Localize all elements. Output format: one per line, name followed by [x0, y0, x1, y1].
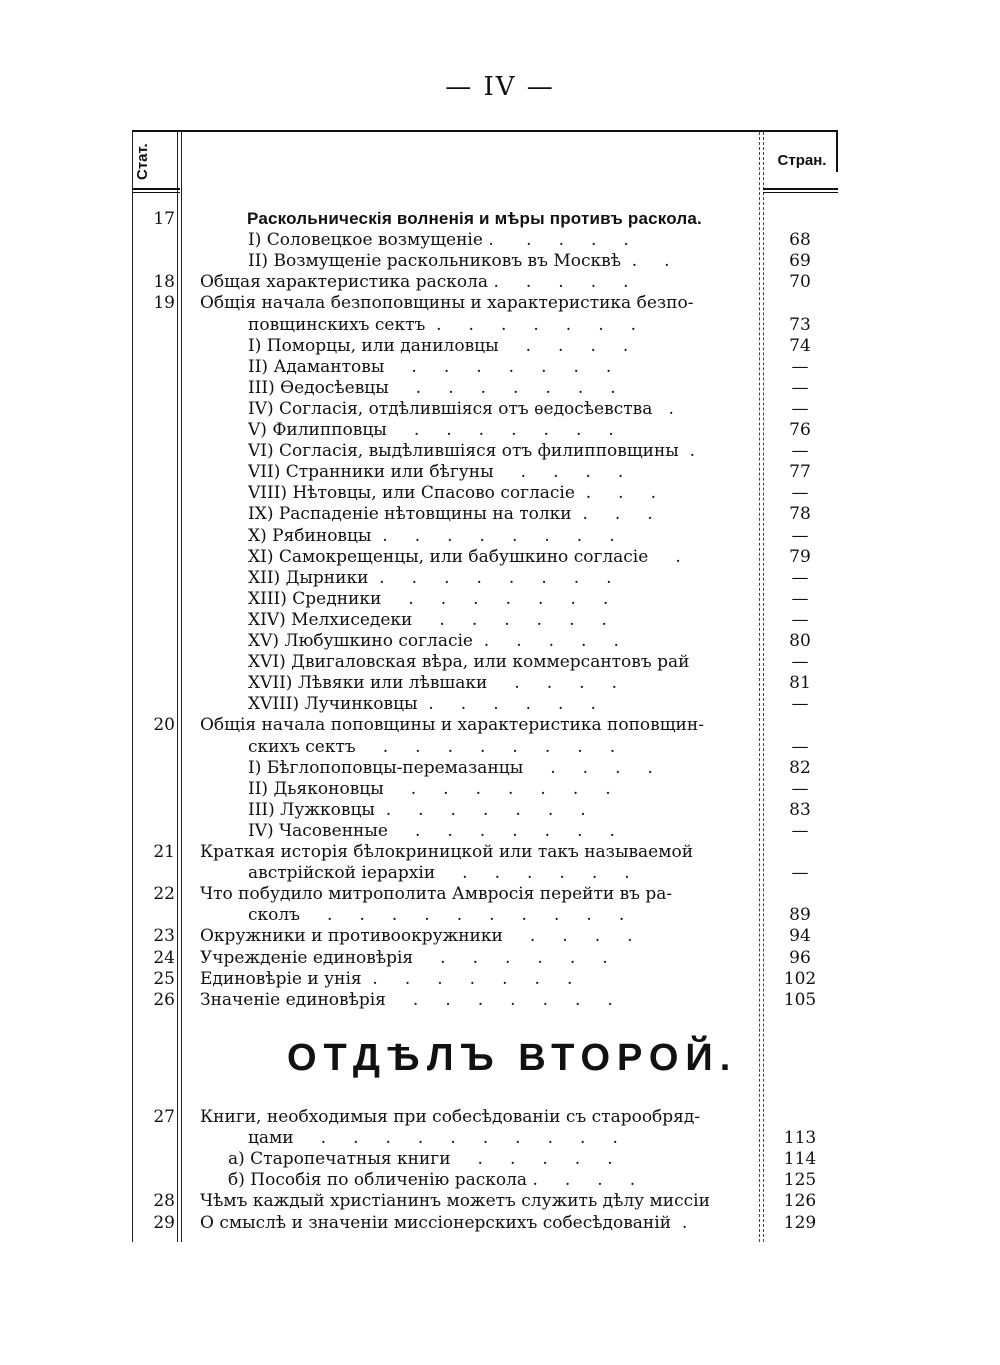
toc-entry — [132, 1213, 838, 1234]
toc-entry — [132, 715, 838, 736]
page-ref: 68 — [789, 230, 811, 251]
page-ref: 69 — [789, 251, 811, 272]
page-ref: 82 — [789, 757, 811, 778]
toc-entry — [132, 547, 838, 568]
toc-entry — [132, 652, 838, 673]
entry-title: XII) Дырники . . . . . . . . — [248, 567, 612, 588]
entry-title: Учрежденіе единовѣрія . . . . . . — [200, 947, 608, 968]
toc-entry — [132, 863, 838, 884]
toc-entry — [132, 800, 838, 821]
toc-entry — [132, 462, 838, 483]
toc-entry — [132, 631, 838, 652]
entry-title: XIII) Средники . . . . . . . — [248, 588, 609, 609]
toc-entry — [132, 969, 838, 990]
article-number: 22 — [153, 884, 175, 905]
article-number: 24 — [153, 947, 175, 968]
page-ref: — — [791, 441, 809, 462]
toc-entry — [132, 230, 838, 251]
page-column-header: Стран. — [777, 152, 827, 169]
page-ref: — — [791, 398, 809, 419]
entry-title: V) Филипповцы . . . . . . . — [248, 420, 614, 440]
page-ref: 126 — [783, 1191, 817, 1212]
toc-entry — [132, 526, 838, 547]
entry-title: II) Дьяконовцы . . . . . . . — [248, 778, 611, 799]
toc-entry — [132, 251, 838, 272]
toc-entry — [132, 884, 838, 905]
entry-title: Чѣмъ каждый христіанинъ можетъ служить дѣлу миссіи — [200, 1191, 710, 1212]
page-ref: 83 — [789, 799, 811, 820]
toc-entry — [132, 905, 838, 926]
page-ref: 76 — [789, 420, 811, 440]
entry-title: О смыслѣ и значеніи миссіонерскихъ собесѣдованій . — [200, 1212, 688, 1233]
page-ref: 96 — [789, 947, 811, 968]
page-ref: — — [791, 820, 809, 841]
article-number: 28 — [153, 1191, 175, 1212]
article-number: 17 — [153, 209, 175, 229]
toc-entry — [132, 357, 838, 378]
toc-entry — [132, 504, 838, 525]
entry-title: I) Бѣглопоповцы-перемазанцы . . . . — [248, 757, 653, 778]
entry-title: VII) Странники или бѣгуны . . . . — [248, 462, 624, 483]
page-ref: 94 — [789, 926, 811, 947]
entry-title: Общая характеристика раскола . . . . . — [200, 272, 629, 293]
toc-entry — [132, 821, 838, 842]
entry-title: XV) Любушкино согласіе . . . . . — [248, 631, 619, 651]
page-ref: 74 — [789, 335, 811, 356]
entry-title: австрійской іерархіи . . . . . . — [248, 863, 630, 884]
article-number: 25 — [153, 968, 175, 989]
page-ref: — — [791, 778, 809, 799]
entry-title: Общія начала поповщины и характеристика поповщин- — [200, 715, 704, 736]
toc-entry — [132, 293, 838, 314]
entry-title: повщинскихъ сектъ . . . . . . . — [248, 314, 637, 335]
toc-entry — [132, 948, 838, 969]
toc-entry — [132, 926, 838, 947]
toc-entry — [132, 1191, 838, 1212]
entry-title: IV) Часовенные . . . . . . . — [248, 820, 615, 841]
toc-entry — [132, 589, 838, 610]
table-of-contents — [132, 130, 838, 1242]
entry-title: XVII) Лѣвяки или лѣвшаки . . . . — [248, 673, 618, 694]
page-ref: — — [791, 356, 809, 377]
article-number: 26 — [153, 989, 175, 1010]
toc-entry — [132, 779, 838, 800]
entry-title: VI) Согласія, выдѣлившіяся отъ филипповщины . — [248, 441, 696, 462]
entry-title: Единовѣріе и унія . . . . . . . — [200, 968, 573, 989]
page-ref: — — [791, 652, 809, 673]
toc-entry — [132, 758, 838, 779]
entry-title: III) Лужковцы . . . . . . . — [248, 799, 586, 820]
entry-title: XVIII) Лучинковцы . . . . . . — [248, 694, 596, 715]
page-ref: 78 — [789, 504, 811, 525]
entry-title: сколъ . . . . . . . . . . — [248, 905, 625, 926]
toc-entry — [132, 694, 838, 715]
page-ref: — — [791, 525, 809, 546]
toc-entry — [132, 483, 838, 504]
page-ref: 105 — [783, 989, 817, 1010]
entry-title: III) Ѳедосѣевцы . . . . . . . — [248, 377, 616, 398]
entry-title: X) Рябиновцы . . . . . . . . — [248, 525, 615, 546]
toc-entry — [132, 1107, 838, 1128]
page-ref: 102 — [783, 968, 817, 989]
page-ref: 79 — [789, 546, 811, 567]
entry-title: Значеніе единовѣрія . . . . . . . — [200, 989, 613, 1010]
page-ref: — — [791, 588, 809, 609]
page-ref: 80 — [789, 631, 811, 651]
entry-title: Книги, необходимыя при собесѣдованіи съ старообряд- — [200, 1107, 701, 1127]
entry-title: XI) Самокрещенцы, или бабушкино согласіе . — [248, 546, 681, 567]
article-number: 23 — [153, 926, 175, 947]
header-rule — [132, 188, 180, 190]
page-ref: 129 — [783, 1212, 817, 1233]
page-ref: 114 — [783, 1149, 817, 1170]
toc-entry — [132, 315, 838, 336]
page-ref: 89 — [789, 905, 811, 926]
page-ref: 113 — [783, 1128, 817, 1149]
section-heading: Раскольническія волненія и мѣры противъ раскола. — [247, 209, 702, 228]
page-ref: 77 — [789, 462, 811, 483]
entry-title: скихъ сектъ . . . . . . . . — [248, 736, 616, 757]
article-number: 21 — [153, 842, 175, 862]
header-rule — [763, 192, 838, 193]
page-ref: — — [791, 377, 809, 398]
page-ref: — — [791, 863, 809, 884]
entry-title: Краткая исторія бѣлокриницкой или такъ называемой — [200, 842, 694, 862]
entry-title: IV) Согласія, отдѣлившіяся отъ ѳедосѣевства . — [248, 398, 674, 419]
part-title: ОТДѢЛЪ ВТОРОЙ. — [287, 1037, 738, 1079]
page-ref: — — [791, 567, 809, 588]
toc-entry — [132, 336, 838, 357]
page-ref: 70 — [789, 272, 811, 293]
toc-entry — [132, 1149, 838, 1170]
entry-title: I) Поморцы, или даниловцы . . . . — [248, 335, 629, 356]
entry-title: II) Адамантовы . . . . . . . — [248, 356, 612, 377]
toc-entry — [132, 420, 838, 441]
toc-entry — [132, 378, 838, 399]
entry-title: Что побудило митрополита Амвросія перейти въ ра- — [200, 884, 673, 905]
article-number: 20 — [153, 715, 175, 736]
entry-title: XIV) Мелхиседеки . . . . . . — [248, 609, 607, 630]
column-rule — [836, 132, 838, 172]
toc-entry — [132, 209, 838, 230]
header-rule — [763, 188, 838, 190]
toc-entry — [132, 568, 838, 589]
entry-title: IX) Распаденіе нѣтовщины на толки . . . — [248, 504, 653, 525]
article-number: 27 — [153, 1107, 175, 1127]
entry-title: цами . . . . . . . . . . — [248, 1128, 618, 1149]
entry-title: XVI) Двигаловская вѣра, или коммерсантовъ рай — [248, 652, 690, 673]
page-ref: — — [791, 609, 809, 630]
article-column-header: Стат. — [134, 143, 151, 181]
toc-entry — [132, 1128, 838, 1149]
toc-entry — [132, 1170, 838, 1191]
article-number: 29 — [153, 1212, 175, 1233]
entry-title: б) Пособія по обличенію раскола . . . . — [228, 1170, 636, 1191]
page-number: — IV — — [445, 72, 555, 102]
page-ref: 81 — [789, 673, 811, 694]
entry-title: Окружники и противоокружники . . . . — [200, 926, 633, 947]
article-number: 18 — [153, 272, 175, 293]
article-number: 19 — [153, 293, 175, 314]
toc-entry — [132, 990, 838, 1011]
toc-entry — [132, 610, 838, 631]
page-ref: — — [791, 483, 809, 504]
header-rule — [132, 192, 180, 193]
entry-title: VIII) Нѣтовцы, или Спасово согласіе . . . — [248, 483, 656, 504]
entry-title: а) Старопечатныя книги . . . . . — [228, 1149, 613, 1170]
page-ref: 73 — [789, 314, 811, 335]
toc-entry — [132, 673, 838, 694]
toc-entry — [132, 441, 838, 462]
page-ref: 125 — [783, 1170, 817, 1191]
toc-entry — [132, 399, 838, 420]
toc-entry — [132, 272, 838, 293]
toc-entry — [132, 842, 838, 863]
page-ref: — — [791, 736, 809, 757]
entry-title: II) Возмущеніе раскольниковъ въ Москвѣ . . — [248, 251, 670, 272]
entry-title: I) Соловецкое возмущеніе . . . . . — [248, 230, 629, 251]
entry-title: Общія начала безпоповщины и характеристика безпо- — [200, 293, 694, 314]
toc-entry — [132, 737, 838, 758]
page-ref: — — [791, 694, 809, 715]
